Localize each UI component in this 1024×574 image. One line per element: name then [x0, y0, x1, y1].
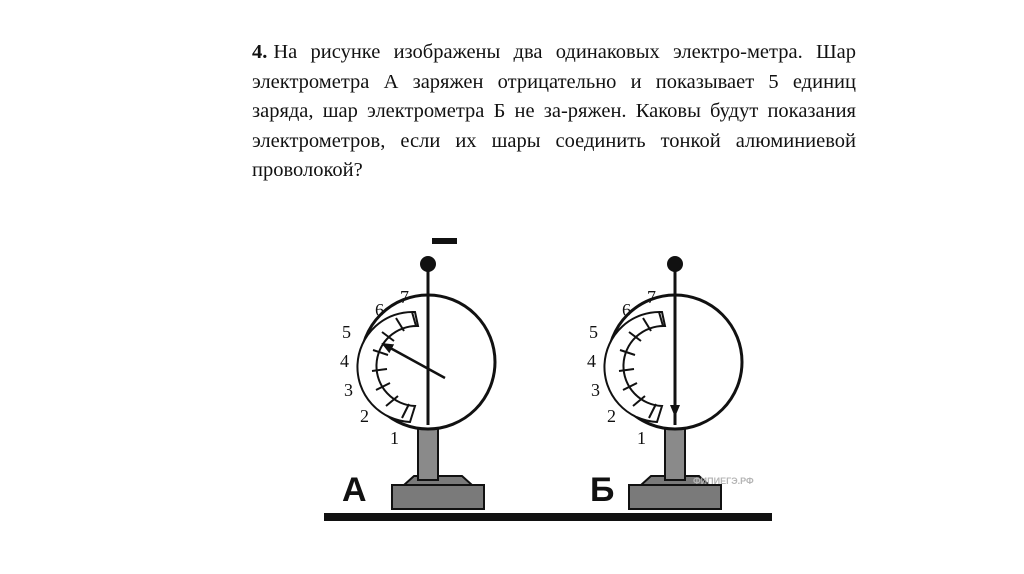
scale-label-a-6: 6 [375, 300, 384, 320]
electrometer-b-label: Б [590, 471, 615, 509]
scale-label-b-3: 3 [591, 380, 600, 400]
electrometer-a [340, 238, 495, 509]
scale-label-b-6: 6 [622, 300, 631, 320]
scale-label-b-2: 2 [607, 406, 616, 426]
scale-label-a-4: 4 [340, 351, 349, 371]
electrometer-a-base [392, 485, 484, 509]
problem-body: На рисунке изображены два одинаковых электро-метра. Шар электрометра А заряжен отрицательно и показывает 5 единиц заряда, шар электрометра Б не за-ряжен. Каковы будут показания электрометров, если их шары соединить тонкой алюминиевой проволокой? [252, 41, 856, 181]
problem-number: 4. [252, 41, 268, 63]
scale-label-a-1: 1 [390, 428, 399, 448]
table-surface [324, 513, 772, 521]
electrometer-b-stand [665, 425, 685, 480]
electrometer-a-ball [420, 256, 436, 272]
electrometer-b-base [629, 485, 721, 509]
watermark: ФИПИЕГЭ.РФ [693, 476, 754, 486]
electrometer-a-stand [418, 425, 438, 480]
scale-label-b-4: 4 [587, 351, 596, 371]
electrometer-b-ball [667, 256, 683, 272]
scale-label-b-1: 1 [637, 428, 646, 448]
electrometer-a-label: А [342, 471, 367, 509]
electrometer-b [587, 256, 754, 509]
charge-sign-minus [432, 238, 457, 244]
scale-label-a-7: 7 [400, 287, 409, 307]
scale-label-a-3: 3 [344, 380, 353, 400]
scale-label-b-5: 5 [589, 322, 598, 342]
scale-label-b-7: 7 [647, 287, 656, 307]
scale-label-a-5: 5 [342, 322, 351, 342]
scale-label-a-2: 2 [360, 406, 369, 426]
